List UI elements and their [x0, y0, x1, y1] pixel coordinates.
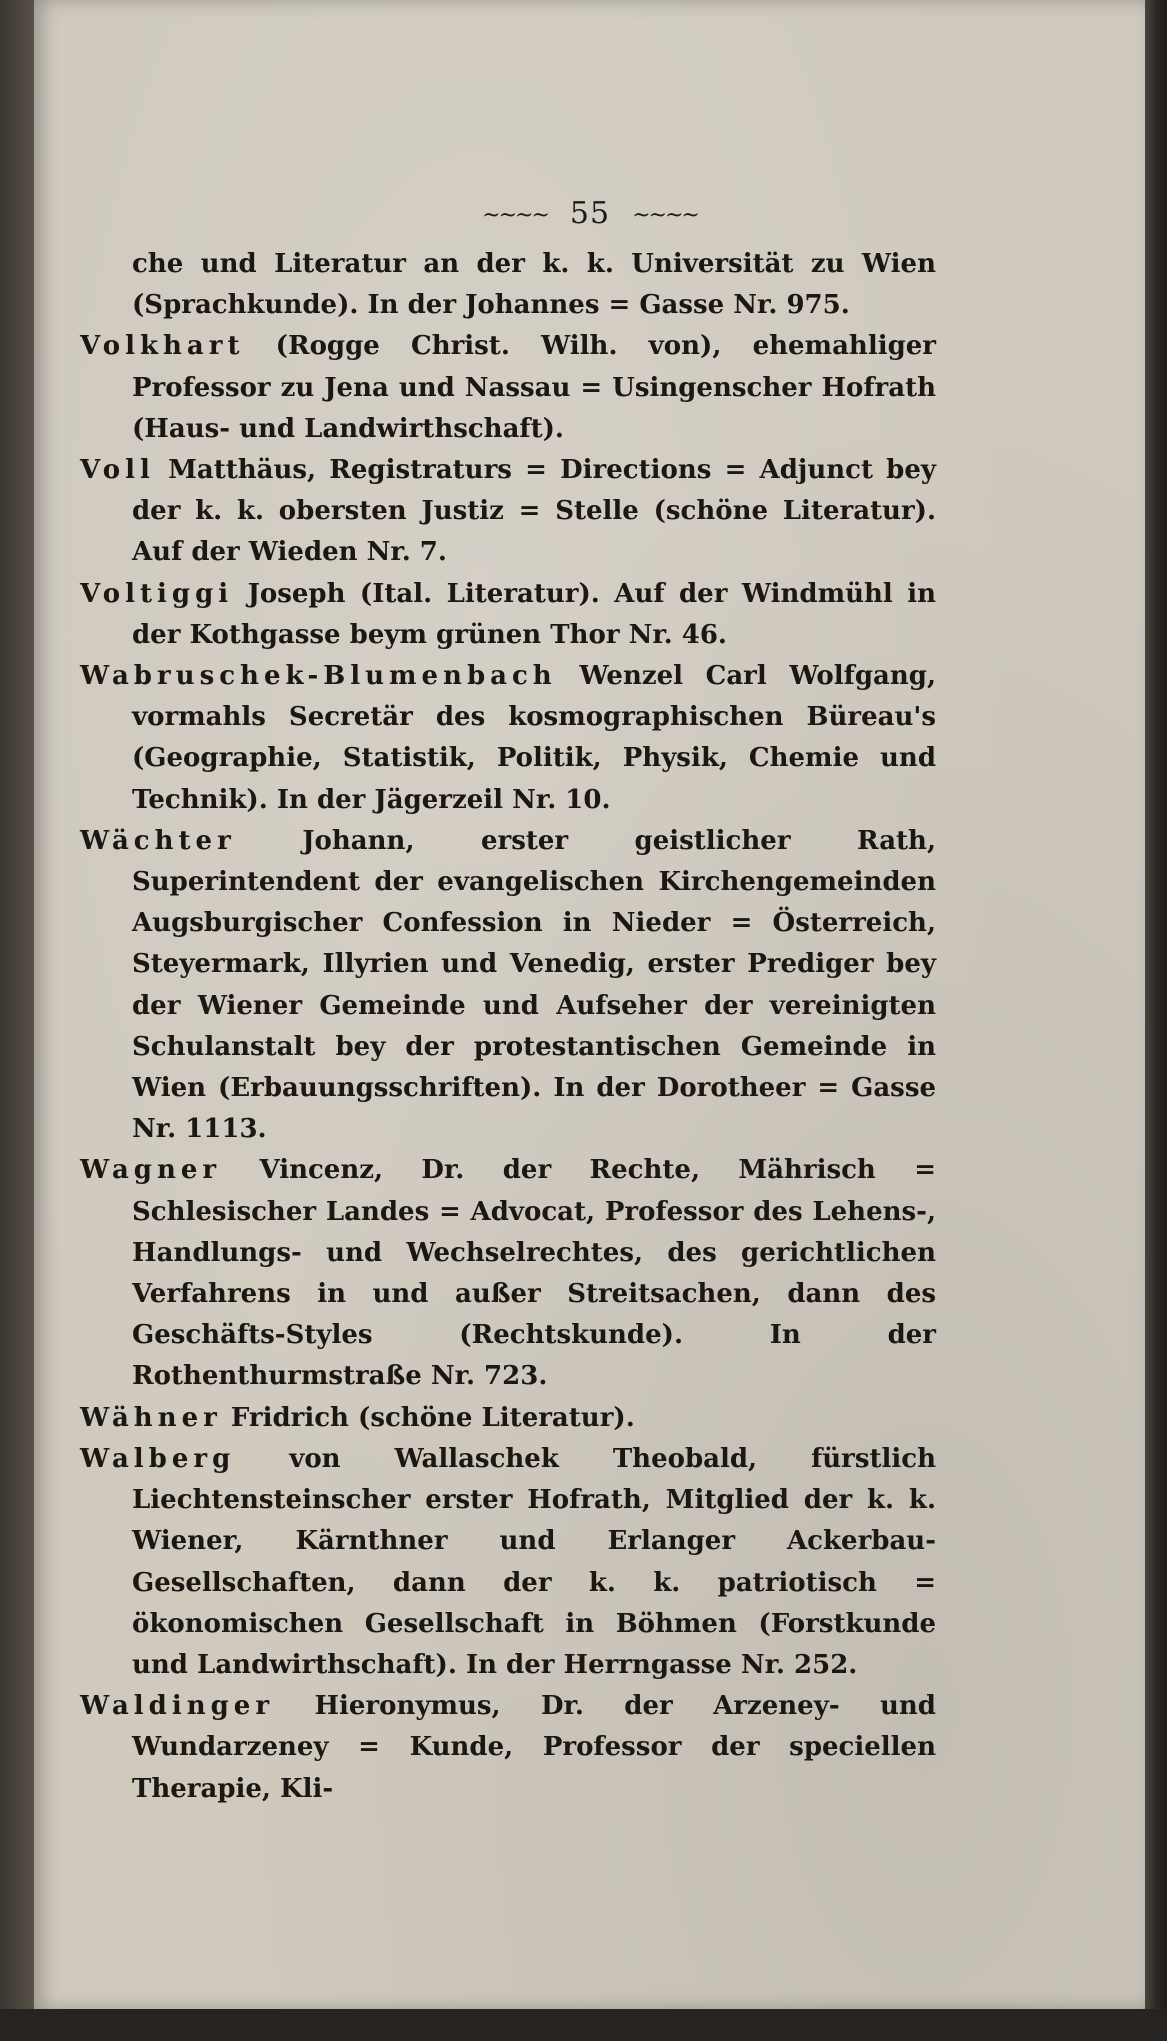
entry-name: Wagner	[80, 1155, 222, 1186]
directory-entry	[80, 1686, 936, 1810]
directory-entry	[80, 244, 936, 326]
page-header	[34, 196, 1146, 231]
directory-entry	[80, 1150, 936, 1397]
entry-name: Waldinger	[80, 1691, 275, 1722]
entry-name: Wabruschek-Blumenbach	[80, 661, 557, 692]
directory-text	[80, 244, 936, 1810]
header-ornament-right: ~~~~	[632, 202, 698, 228]
directory-entry	[80, 1439, 936, 1686]
book-page	[34, 0, 1146, 2010]
directory-entry	[80, 656, 936, 821]
entry-name: Wächter	[80, 825, 236, 856]
entry-name: Voltiggi	[80, 578, 234, 609]
entry-text: Johann, erster geistlicher Rath, Superintendent der evangelischen Kirchengemeinden Augsburgischer Confession in Nieder = Österreich, Steyermark, Illyrien und Venedig, erster Prediger bey der Wiener Gemeinde und Aufseher der vereinigten Schulanstalt bey der protestantischen Gemeinde in Wien (Erbauungsschriften). In der Dorotheer = Gasse Nr. 1113.	[132, 825, 936, 1145]
entry-name: Voll	[80, 455, 155, 486]
entry-text: Fridrich (schöne Literatur).	[221, 1402, 635, 1433]
entry-text: Wenzel Carl Wolfgang, vormahls Secretär des kosmographischen Büreau's (Geographie, Statistik, Politik, Physik, Chemie und Technik). In der Jägerzeil Nr. 10.	[132, 661, 936, 815]
directory-entry	[80, 326, 936, 450]
entry-text: (Rogge Christ. Wilh. von), ehemahliger Professor zu Jena und Nassau = Usingenscher Hofrath (Haus- und Landwirthschaft).	[132, 331, 936, 444]
entry-name: Volkhart	[80, 331, 245, 362]
book-spine-edge	[0, 0, 36, 2041]
book-page-edge	[1145, 0, 1167, 2041]
book-bottom-shadow	[0, 2009, 1167, 2041]
entry-text: Hieronymus, Dr. der Arzeney- und Wundarzeney = Kunde, Professor der speciellen Therapie, Kli-	[132, 1691, 936, 1804]
header-ornament-left: ~~~~	[482, 202, 548, 228]
entry-text: von Wallaschek Theobald, fürstlich Liechtensteinscher erster Hofrath, Mitglied der k. k. Wiener, Kärnthner und Erlanger Ackerbau-Gesellschaften, dann der k. k. patriotisch = ökonomischen Gesellschaft in Böhmen (Forstkunde und Landwirthschaft). In der Herrngasse Nr. 252.	[132, 1443, 936, 1680]
entry-name: Walberg	[80, 1443, 236, 1474]
directory-entry	[80, 574, 936, 656]
directory-entry	[80, 1398, 936, 1439]
directory-entry	[80, 450, 936, 574]
entry-text: Joseph (Ital. Literatur). Auf der Windmühl in der Kothgasse beym grünen Thor Nr. 46.	[132, 578, 936, 650]
directory-entry	[80, 821, 936, 1151]
entry-name: Wähner	[80, 1402, 222, 1433]
entry-text: Matthäus, Registraturs = Directions = Adjunct bey der k. k. obersten Justiz = Stelle (schöne Literatur). Auf der Wieden Nr. 7.	[132, 455, 936, 568]
entry-text: Vincenz, Dr. der Rechte, Mährisch = Schlesischer Landes = Advocat, Professor des Lehens-, Handlungs- und Wechselrechtes, des gerichtlichen Verfahrens in und außer Streitsachen, dann des Geschäfts-Styles (Rechtskunde). In der Rothenthurmstraße Nr. 723.	[132, 1155, 936, 1392]
page-number: 55	[569, 196, 611, 231]
entry-text: che und Literatur an der k. k. Universität zu Wien (Sprachkunde). In der Johannes = Gasse Nr. 975.	[132, 249, 936, 321]
